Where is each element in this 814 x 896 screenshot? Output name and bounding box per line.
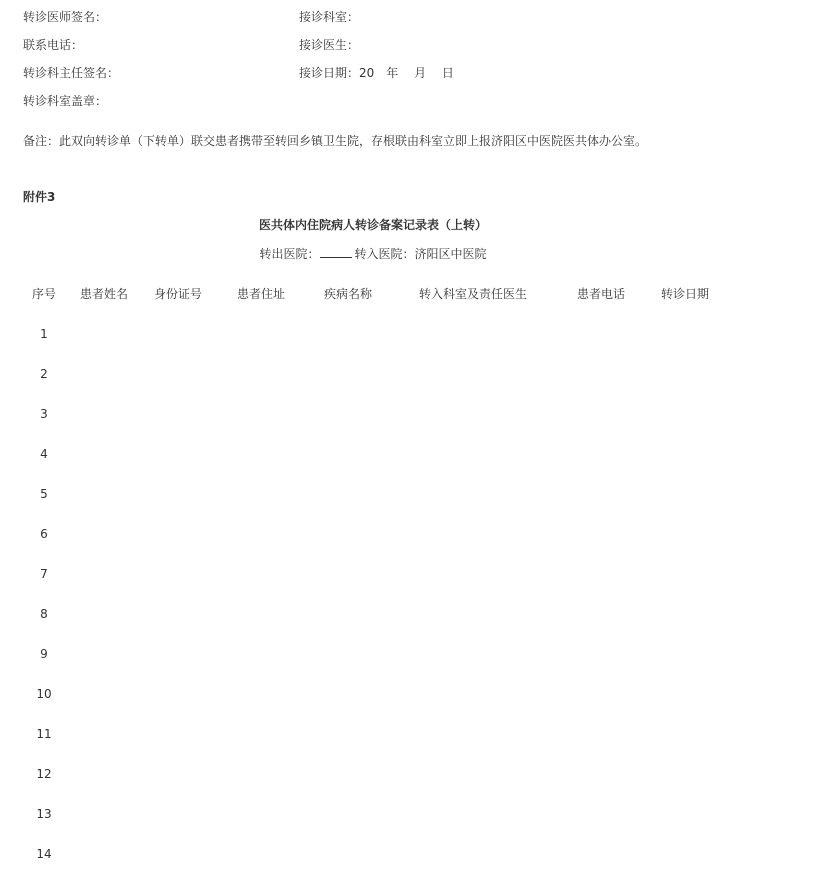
- header-patient-phone: 患者电话: [577, 287, 626, 301]
- table-row-number: 1: [40, 327, 48, 341]
- header-disease-name: 疾病名称: [324, 287, 373, 301]
- table-row-number: 4: [40, 447, 48, 461]
- contact-phone-label: 联系电话：: [23, 38, 84, 52]
- table-row-number: 13: [36, 807, 52, 821]
- table-row-number: 9: [40, 647, 48, 661]
- header-department-and-doctor: 转入科室及责任医生: [419, 287, 528, 301]
- header-referral-date: 转诊日期: [661, 287, 710, 301]
- referring-doctor-signature-label: 转诊医师签名：: [23, 10, 108, 24]
- header-serial-number: 序号: [32, 287, 57, 301]
- table-subtitle: [0, 245, 746, 262]
- table-row-number: 6: [40, 527, 48, 541]
- attachment-label: 附件3: [23, 190, 56, 204]
- table-row-number: 5: [40, 487, 48, 501]
- table-row-number: 11: [36, 727, 52, 741]
- table-row-number: 8: [40, 607, 48, 621]
- note-text: 备注：此双向转诊单（下转单）联交患者携带至转回乡镇卫生院，存根联由科室立即上报济阳区中医院医共体办公室。: [23, 134, 648, 148]
- receiving-date-label: 接诊日期：20 年 月 日: [299, 66, 454, 80]
- header-id-number: 身份证号: [154, 287, 203, 301]
- transfer-out-hospital-label: 转出医院：: [259, 247, 320, 261]
- table-row-number: 7: [40, 567, 48, 581]
- header-patient-address: 患者住址: [237, 287, 286, 301]
- table-row-number: 10: [36, 687, 52, 701]
- department-seal-label: 转诊科室盖章：: [23, 94, 108, 108]
- table-row-number: 14: [36, 847, 52, 861]
- receiving-doctor-label: 接诊医生：: [299, 38, 360, 52]
- table-row-number: 2: [40, 367, 48, 381]
- table-row-number: 3: [40, 407, 48, 421]
- transfer-in-hospital-label: 转入医院：济阳区中医院: [354, 247, 487, 261]
- transfer-out-hospital-blank: [320, 245, 352, 258]
- department-head-signature-label: 转诊科主任签名：: [23, 66, 120, 80]
- table-row-number: 12: [36, 767, 52, 781]
- header-patient-name: 患者姓名: [80, 287, 129, 301]
- receiving-department-label: 接诊科室：: [299, 10, 360, 24]
- table-title: 医共体内住院病人转诊备案记录表（上转）: [258, 218, 487, 232]
